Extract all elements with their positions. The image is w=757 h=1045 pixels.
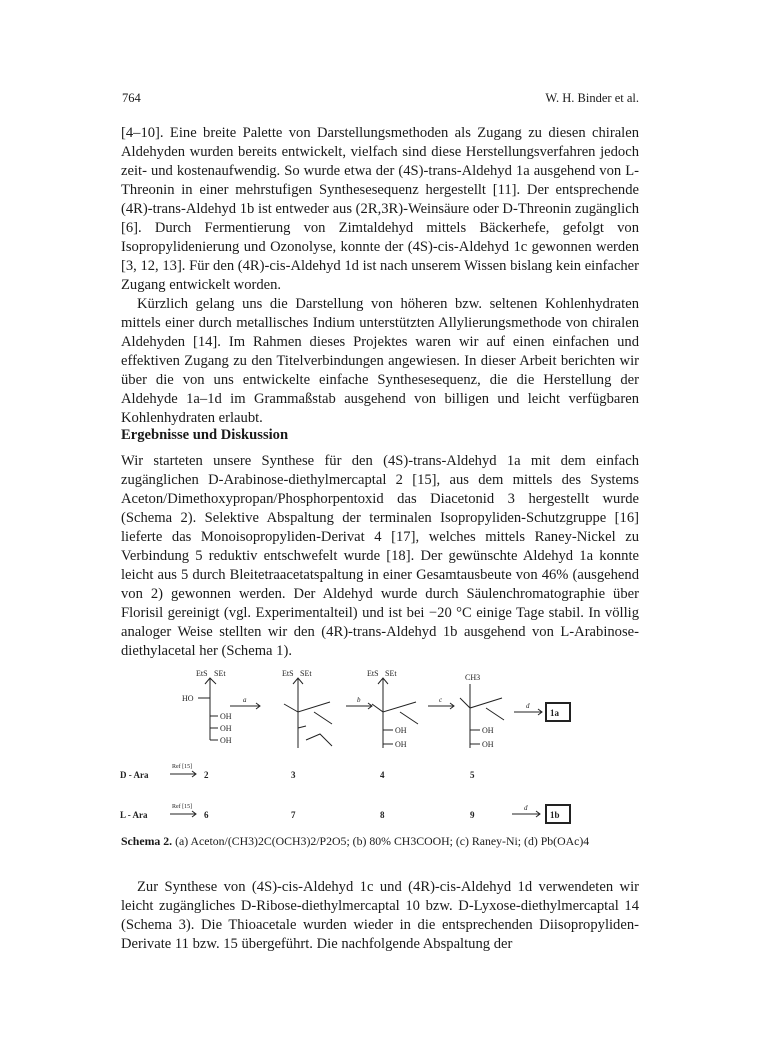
scheme-caption	[121, 834, 651, 849]
caption-label: Schema 2.	[121, 834, 173, 848]
page-number: 764	[122, 91, 141, 105]
ho-label: HO	[182, 694, 194, 703]
compound-5: 5	[470, 770, 475, 780]
paragraph-1: [4–10]. Eine breite Palette von Darstellungsmethoden als Zugang zu diesen chiralen Aldehyden wurden bereits entwickelt, vielfach sind diese Herstellungsverfahren jedoch zeit- und kostenaufwendig. So wurde etwa der (4S)-trans-Aldehyd 1a ausgehend von L-Threonin in einer mehrstufigen Synthesesequenz hergestellt [11]. Der entsprechende (4R)-trans-Aldehyd 1b ist entweder aus (2R,3R)-Weinsäure oder D-Threonin zugänglich [6]. Durch Fermentierung von Zimtaldehyd mittels Bäckerhefe, gefolgt von Isopropylidenierung und Ozonolyse, konnte der (4S)-cis-Aldehyd 1c gewonnen werden [3, 12, 13]. Für den (4R)-cis-Aldehyd 1d ist nach unserem Wissen bislang kein einfacher Zugang entwickelt worden.	[121, 125, 639, 293]
product-1a: 1a	[550, 708, 559, 718]
compound-9: 9	[470, 810, 475, 820]
d-ara-label: D - Ara	[120, 770, 149, 780]
paragraph-3: Wir starteten unsere Synthese für den (4S)-trans-Aldehyd 1a mit dem einfach zugänglichen D-Arabinose-diethylmercaptal 2 [15], aus dem mittels des Systems Aceton/Dimethoxypropan/Phosphorpentoxid das Diacetonid 3 hergestellt wurde (Schema 2). Selektive Abspaltung der terminalen Isopropyliden-Schutzgruppe [16] lieferte das Monoisopropyliden-Derivat 4 [17], welches mittels Raney-Nickel zu Verbindung 5 reduktiv entschwefelt wurde [18]. Der gewünschte Aldehyd 1a konnte leicht aus 5 durch Bleitetraacetatspaltung in einer Gesamtausbeute von 46% (ausgehend von 2) gewonnen werden. Der Aldehyd wurde durch Säulenchromatographie über Florisil gereinigt (vgl. Experimentalteil) und ist bei −20 °C einige Tage stabil. In völlig analoger Weise stellten wir den (4R)-trans-Aldehyd 1b ausgehend von L-Arabinose-diethylacetal her (Schema 1).	[121, 453, 639, 659]
compound-3: 3	[291, 770, 296, 780]
paragraph-2: Kürzlich gelang uns die Darstellung von höheren bzw. seltenen Kohlenhydraten mittels einer durch metallisches Indium unterstützten Allylierungsmethode von chiralen Aldehyden [14]. Im Rahmen dieses Projektes waren wir auf einen einfachen und effektiven Zugang zu den Titelverbindungen angewiesen. In dieser Arbeit berichten wir über die von uns entwickelte einfache Synthesesequenz, die die Herstellung der Aldehyde 1a–1d im Grammaßstab ausgehend von billigen und leicht verfügbaren Kohlenhydraten erlaubt.	[121, 296, 639, 426]
set-label: SEt	[385, 669, 397, 678]
isopropylidene-3a	[284, 702, 332, 724]
body-text-top	[121, 124, 639, 428]
step-c: c	[439, 696, 443, 704]
l-ara-label: L - Ara	[120, 810, 148, 820]
compound-4: 4	[380, 770, 385, 780]
caption-text: (a) Aceton/(CH3)2C(OCH3)2/P2O5; (b) 80% CH3COOH; (c) Raney-Ni; (d) Pb(OAc)4	[175, 834, 590, 848]
ets-label: EtS	[196, 669, 208, 678]
product-1b: 1b	[550, 810, 560, 820]
oh-label: OH	[395, 740, 407, 749]
step-d: d	[526, 702, 530, 710]
running-header-authors: W. H. Binder et al.	[545, 91, 639, 105]
step-a: a	[243, 696, 247, 704]
compound-6: 6	[204, 810, 209, 820]
compound-2: 2	[204, 770, 209, 780]
isopropylidene-3b	[298, 726, 332, 746]
ets-label: EtS	[282, 669, 294, 678]
section-heading: Ergebnisse und Diskussion	[121, 427, 289, 443]
ch3-label: CH3	[465, 673, 481, 682]
oh-label: OH	[482, 740, 494, 749]
set-label: SEt	[300, 669, 312, 678]
step-d-l: d	[524, 804, 528, 812]
step-b: b	[357, 696, 361, 704]
paragraph-4: Zur Synthese von (4S)-cis-Aldehyd 1c und (4R)-cis-Aldehyd 1d verwendeten wir leicht zugängliches D-Ribose-diethylmercaptal 10 bzw. D-Lyxose-diethylmercaptal 14 (Schema 3). Die Thioacetale wurden wieder in die entsprechenden Diisopropyliden-Derivate 11 bzw. 15 übergeführt. Die nachfolgende Abspaltung der	[121, 879, 639, 952]
ref-label: Ref [15]	[172, 764, 193, 770]
oh-label: OH	[220, 736, 232, 745]
oh-label: OH	[220, 724, 232, 733]
ref-label: Ref [15]	[172, 804, 193, 810]
oh-label: OH	[482, 726, 494, 735]
body-text-bottom	[121, 878, 639, 954]
body-text-middle	[121, 452, 639, 661]
ets-label: EtS	[367, 669, 379, 678]
reaction-scheme	[110, 668, 650, 828]
set-label: SEt	[214, 669, 226, 678]
compound-8: 8	[380, 810, 385, 820]
oh-label: OH	[220, 712, 232, 721]
compound-7: 7	[291, 810, 296, 820]
oh-label: OH	[395, 726, 407, 735]
